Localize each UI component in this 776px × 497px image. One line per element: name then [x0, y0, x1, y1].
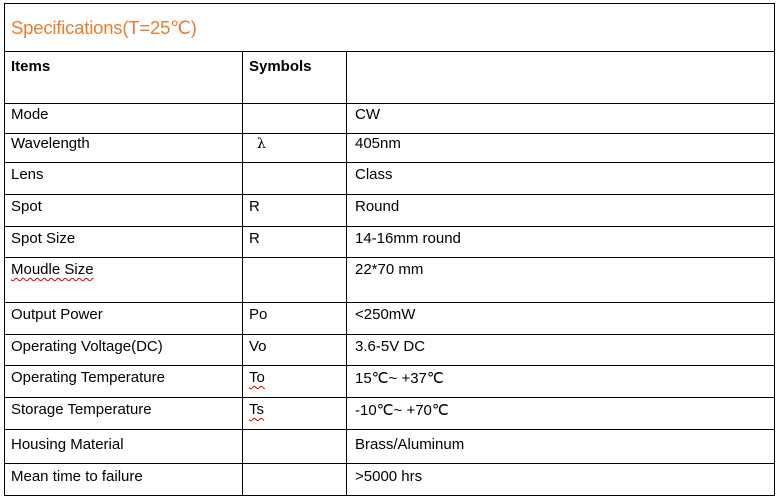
item-cell: Operating Voltage(DC): [5, 335, 243, 366]
symbol-cell: [243, 258, 347, 303]
item-cell: Lens: [5, 163, 243, 195]
symbol-cell: [243, 366, 347, 398]
item-cell: Mode: [5, 104, 243, 134]
table-row: [5, 258, 775, 303]
value-cell: 3.6-5V DC: [347, 335, 775, 366]
symbol-cell: R: [243, 195, 347, 227]
item-cell: Spot Size: [5, 227, 243, 258]
item-cell: Operating Temperature: [5, 366, 243, 398]
value-cell: CW: [347, 104, 775, 134]
specifications-table-frame: [4, 3, 774, 494]
table-row: [5, 430, 775, 464]
table-row: [5, 195, 775, 227]
title-cell: [5, 4, 775, 52]
table-row: [5, 303, 775, 335]
header-items: Items: [5, 52, 243, 104]
value-cell: 14-16mm round: [347, 227, 775, 258]
item-cell: Housing Material: [5, 430, 243, 464]
symbol-cell: [243, 398, 347, 430]
misspelled-symbol: Ts: [249, 401, 264, 418]
value-cell: 405nm: [347, 134, 775, 163]
symbol-cell: [243, 134, 347, 163]
symbol-cell: Vo: [243, 335, 347, 366]
table-row: [5, 134, 775, 163]
value-cell: [347, 464, 775, 496]
table-row: [5, 163, 775, 195]
header-value: [347, 52, 775, 104]
table-row: [5, 335, 775, 366]
value-cell: <250mW: [347, 303, 775, 335]
value-cell: 22*70 mm: [347, 258, 775, 303]
specifications-table: [4, 3, 775, 496]
mtbf-value: >5000 hrs: [355, 468, 423, 485]
symbol-cell: R: [243, 227, 347, 258]
symbol-cell: [243, 464, 347, 496]
table-row: [5, 366, 775, 398]
header-symbols: Symbols: [243, 52, 347, 104]
value-cell: Brass/Aluminum: [347, 430, 775, 464]
value-cell: Class: [347, 163, 775, 195]
item-cell: Output Power: [5, 303, 243, 335]
misspelled-item: Moudle Size: [11, 261, 94, 278]
symbol-cell: [243, 430, 347, 464]
lambda-symbol: λ: [257, 136, 266, 152]
table-title: Specifications(T=25℃): [11, 16, 197, 38]
table-row: [5, 464, 775, 496]
item-cell: Storage Temperature: [5, 398, 243, 430]
value-cell: 15℃~ +37℃: [347, 366, 775, 398]
item-cell: Spot: [5, 195, 243, 227]
table-row: [5, 104, 775, 134]
symbol-cell: [243, 163, 347, 195]
table-row: [5, 227, 775, 258]
item-cell: [5, 258, 243, 303]
value-cell: -10℃~ +70℃: [347, 398, 775, 430]
value-cell: Round: [347, 195, 775, 227]
misspelled-symbol: To: [249, 369, 265, 386]
item-cell: Mean time to failure: [5, 464, 243, 496]
item-cell: Wavelength: [5, 134, 243, 163]
symbol-cell: Po: [243, 303, 347, 335]
symbol-cell: [243, 104, 347, 134]
header-row: [5, 52, 775, 104]
title-row: [5, 4, 775, 52]
table-row: [5, 398, 775, 430]
